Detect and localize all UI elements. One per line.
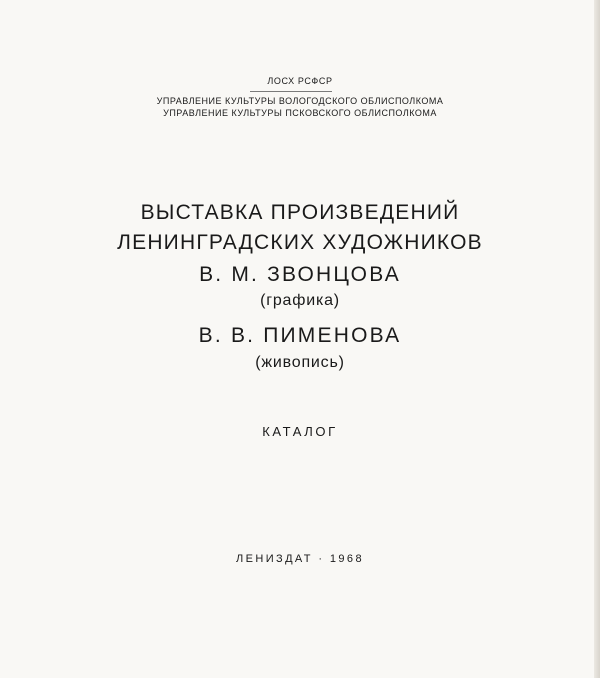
artist-medium-2: (живопись)	[255, 354, 345, 371]
artist-medium-1: (графика)	[260, 292, 340, 309]
title-line-2: ЛЕНИНГРАДСКИХ ХУДОЖНИКОВ	[117, 231, 483, 254]
organization-name: ЛОСХ РСФСР	[267, 76, 333, 86]
header-divider	[250, 91, 332, 92]
department-line-1: УПРАВЛЕНИЕ КУЛЬТУРЫ ВОЛОГОДСКОГО ОБЛИСПОЛКОМА	[156, 96, 444, 106]
title-line-1: ВЫСТАВКА ПРОИЗВЕДЕНИЙ	[140, 201, 460, 224]
department-line-2: УПРАВЛЕНИЕ КУЛЬТУРЫ ПСКОВСКОГО ОБЛИСПОЛКОМА	[163, 108, 437, 118]
artist-name-1: В. М. ЗВОНЦОВА	[199, 263, 401, 286]
artist-name-2: В. В. ПИМЕНОВА	[198, 324, 402, 347]
publisher-imprint: ЛЕНИЗДАТ · 1968	[236, 553, 364, 565]
catalog-label: КАТАЛОГ	[262, 424, 338, 439]
